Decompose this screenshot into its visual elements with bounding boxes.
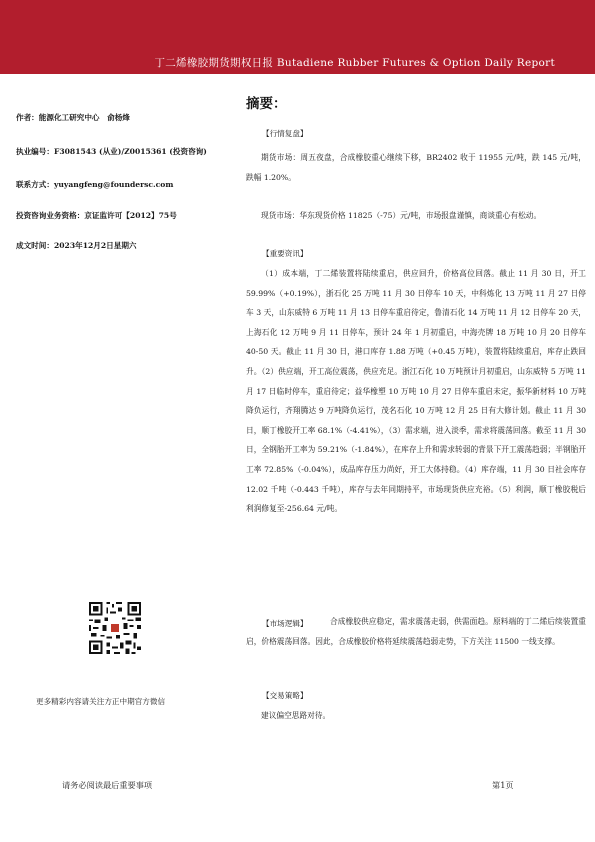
qualification-row [16,210,177,221]
key-news-tag: 【重要资讯】 [262,249,308,258]
qualification-value: 京证监许可【2012】75号 [84,211,177,220]
trading-strategy-paragraph: 建议偏空思路对待。 [261,711,331,720]
qr-code-icon[interactable] [87,600,143,656]
report-title: 丁二烯橡胶期货期权日报 Butadiene Rubber Futures & Option Daily Report [154,57,555,69]
qualification-label: 投资咨询业务资格： [16,211,85,220]
market-logic-tag: 【市场逻辑】 [262,619,308,628]
author-value: 能源化工研究中心 俞杨烽 [38,113,130,122]
contact-row [16,179,173,190]
license-row [16,146,207,157]
key-news-paragraph: （1）成本端，丁二烯装置将陆续重启，供应回升，价格高位回落。截止 11 月 30 日，开工 59.99%（+0.19%），浙石化 25 万吨 11 月 30 日停车 10 天，中科炼化 13 万吨 11 月 27 日停车 3 天，山东威特 6 万吨 11 月 13 日停车重启待定，鲁清石化 14 万吨 11 月 12 日停车 20 天，上海石化 12 万吨 9 月 11 日停车，预计 24 年 1 月初重启，中海壳牌 18 万吨 10 月 20 日停车 40-50 天。截止 11 月 30 日，港口库存 1.88 万吨（+0.45 万吨），装置将陆续重启，库存止跌回升。（2）供应端，开工高位震荡，供应充足。浙江石化 10 万吨预计月初重启，山东威特 5 万吨 11 月 17 日临时停车，重启待定；益华橡塑 10 万吨 10 月 27 日停车重启未定，振华新材料 10 万吨降负运行，齐翔腾达 9 万吨降负运行，茂名石化 10 万吨 12 月 25 日有大修计划。截止 11 月 30 日，顺丁橡胶开工率 68.1%（-4.41%），（3）需求端，进入淡季，需求将震荡回落。截至 11 月 30 日，全钢胎开工率为 59.21%（-1.84%），在库存上升和需求转弱的背景下开工震荡趋弱；半钢胎开工率 72.85%（-0.04%），成品库存压力尚好，开工大体持稳。（4）库存端，11 月 30 日社会库存 12.02 千吨（-0.443 千吨），库存与去年同期持平，市场现货供应充裕。（5）利润，顺丁橡胶税后利润修复至-256.64 元/吨。 [246,269,586,514]
date-value: 2023年12月2日星期六 [53,241,137,250]
market-logic-paragraph: 合成橡胶供应稳定，需求震荡走弱，供需面趋。原料端的丁二烯后续装置重启，价格震荡回落。因此，合成橡胶价格将延续震荡趋弱走势，下方关注 11500 一线支撑。 [246,617,586,646]
summary-heading: 摘要： [246,96,287,112]
contact-email[interactable]: yuyangfeng@foundersc.com [53,180,174,189]
futures-market-paragraph: 期货市场：周五夜盘，合成橡胶重心继续下移，BR2402 收于 11955 元/吨，跌 145 元/吨，跌幅 1.20%。 [246,153,586,182]
contact-label: 联系方式： [16,180,54,189]
footer-notice: 请务必阅读最后重要事项 [62,780,153,790]
date-label: 成文时间： [16,241,54,250]
trading-strategy-tag: 【交易策略】 [262,691,308,700]
license-label: 执业编号： [16,147,54,156]
spot-market-paragraph: 现货市场：华东现货价格 11825（-75）元/吨，市场报盘谨慎，商谈重心有松动。 [261,211,542,220]
market-review-tag: 【行情复盘】 [262,129,308,138]
page-number: 第1页 [492,780,514,790]
header-band [0,0,595,74]
date-row [16,240,137,251]
qr-caption: 更多精彩内容请关注方正中期官方微信 [36,697,166,706]
author-label: 作者： [16,113,39,122]
author-row [16,112,130,123]
license-value: F3081543 (从业)/Z0015361 (投资咨询) [53,147,207,156]
